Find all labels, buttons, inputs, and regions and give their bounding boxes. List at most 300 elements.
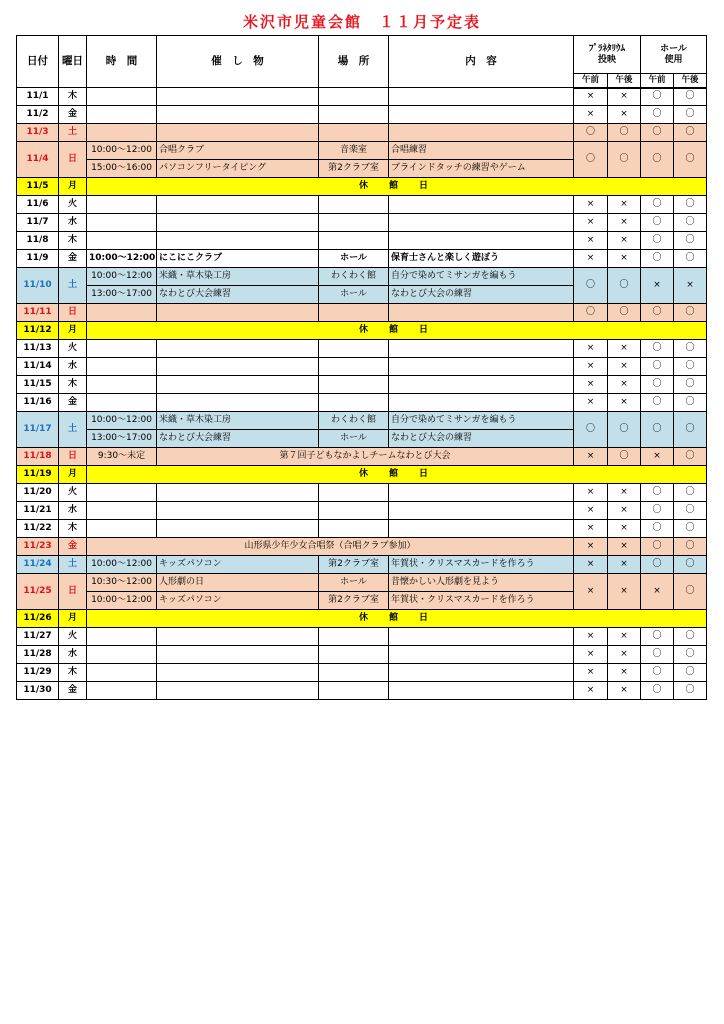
planetarium-pm-mark: × — [608, 394, 641, 412]
hall-am-mark: 〇 — [641, 412, 674, 448]
day-cell: 日 — [59, 142, 87, 178]
planetarium-pm-mark: × — [608, 340, 641, 358]
time-cell — [87, 340, 157, 358]
place-cell — [319, 196, 389, 214]
date-cell: 11/26 — [17, 610, 59, 628]
content-cell — [389, 124, 574, 142]
time-cell: 15:00～16:00 — [87, 160, 157, 178]
date-cell: 11/11 — [17, 304, 59, 322]
day-cell: 金 — [59, 250, 87, 268]
time-cell: 10:00～12:00 — [87, 250, 157, 268]
place-cell: ホール — [319, 250, 389, 268]
place-cell — [319, 304, 389, 322]
place-cell — [319, 340, 389, 358]
place-cell — [319, 358, 389, 376]
header-hall — [641, 36, 707, 74]
date-cell: 11/1 — [17, 88, 59, 106]
event-cell — [157, 502, 319, 520]
hall-pm-mark: 〇 — [674, 196, 707, 214]
hall-pm-mark: × — [674, 268, 707, 304]
date-cell: 11/28 — [17, 646, 59, 664]
header-hall-label: ホール — [660, 43, 687, 54]
time-cell: 10:30～12:00 — [87, 574, 157, 592]
planetarium-am-mark: 〇 — [574, 304, 608, 322]
header-hall-pm: 午後 — [674, 74, 707, 88]
day-cell: 土 — [59, 556, 87, 574]
day-cell: 日 — [59, 574, 87, 610]
hall-pm-mark: 〇 — [674, 574, 707, 610]
time-cell: 10:00～12:00 — [87, 592, 157, 610]
day-cell: 水 — [59, 358, 87, 376]
date-cell: 11/3 — [17, 124, 59, 142]
event-cell: 合唱クラブ — [157, 142, 319, 160]
event-cell — [157, 88, 319, 106]
time-cell — [87, 124, 157, 142]
event-cell — [157, 628, 319, 646]
date-cell: 11/10 — [17, 268, 59, 304]
hall-am-mark: × — [641, 574, 674, 610]
table-row — [17, 178, 707, 196]
day-cell: 月 — [59, 322, 87, 340]
planetarium-pm-mark: 〇 — [608, 124, 641, 142]
date-cell: 11/6 — [17, 196, 59, 214]
planetarium-pm-mark: × — [608, 538, 641, 556]
closed-label: 休 館 日 — [87, 178, 707, 196]
planetarium-pm-mark: × — [608, 646, 641, 664]
date-cell: 11/30 — [17, 682, 59, 700]
event-cell: 米織・草木染工房 — [157, 412, 319, 430]
event-cell — [157, 340, 319, 358]
date-cell: 11/21 — [17, 502, 59, 520]
table-row — [17, 484, 707, 502]
day-cell: 木 — [59, 520, 87, 538]
hall-am-mark: × — [641, 448, 674, 466]
planetarium-am-mark: × — [574, 682, 608, 700]
planetarium-am-mark: × — [574, 664, 608, 682]
place-cell: 音楽室 — [319, 142, 389, 160]
day-cell: 火 — [59, 196, 87, 214]
table-row — [17, 214, 707, 232]
event-cell: にこにこクラブ — [157, 250, 319, 268]
date-cell: 11/2 — [17, 106, 59, 124]
header-time: 時 間 — [87, 36, 157, 88]
place-cell — [319, 106, 389, 124]
date-cell: 11/7 — [17, 214, 59, 232]
header-planetarium-pm: 午後 — [608, 74, 641, 88]
hall-am-mark: 〇 — [641, 520, 674, 538]
planetarium-pm-mark: 〇 — [608, 268, 641, 304]
table-row — [17, 304, 707, 322]
time-cell — [87, 682, 157, 700]
table-row — [17, 610, 707, 628]
content-cell: 自分で染めてミサンガを編もう — [389, 268, 574, 286]
place-cell: 第2クラブ室 — [319, 592, 389, 610]
table-row — [17, 322, 707, 340]
day-cell: 月 — [59, 610, 87, 628]
table-row — [17, 538, 707, 556]
planetarium-pm-mark: 〇 — [608, 448, 641, 466]
hall-am-mark: 〇 — [641, 250, 674, 268]
hall-am-mark: 〇 — [641, 664, 674, 682]
place-cell — [319, 682, 389, 700]
hall-am-mark: 〇 — [641, 196, 674, 214]
content-cell — [389, 628, 574, 646]
planetarium-am-mark: × — [574, 484, 608, 502]
date-cell: 11/4 — [17, 142, 59, 178]
planetarium-am-mark: × — [574, 340, 608, 358]
hall-am-mark: 〇 — [641, 124, 674, 142]
planetarium-am-mark: × — [574, 196, 608, 214]
time-cell: 10:00～12:00 — [87, 142, 157, 160]
content-cell: 年賀状・クリスマスカードを作ろう — [389, 556, 574, 574]
time-cell — [87, 628, 157, 646]
event-cell — [157, 196, 319, 214]
table-row — [17, 394, 707, 412]
closed-label: 休 館 日 — [87, 466, 707, 484]
content-cell — [389, 502, 574, 520]
table-row — [17, 646, 707, 664]
hall-am-mark: 〇 — [641, 340, 674, 358]
event-cell — [157, 484, 319, 502]
day-cell: 土 — [59, 124, 87, 142]
time-cell — [87, 304, 157, 322]
table-row — [17, 556, 707, 574]
time-cell: 13:00～17:00 — [87, 286, 157, 304]
content-cell: 年賀状・クリスマスカードを作ろう — [389, 592, 574, 610]
event-cell — [157, 394, 319, 412]
header-date: 日付 — [17, 36, 59, 88]
hall-am-mark: 〇 — [641, 142, 674, 178]
hall-pm-mark: 〇 — [674, 520, 707, 538]
place-cell — [319, 232, 389, 250]
header-planetarium-label: ﾌﾟﾗﾈﾀﾘｳﾑ — [589, 43, 626, 54]
closed-label: 休 館 日 — [87, 610, 707, 628]
time-cell — [87, 502, 157, 520]
hall-pm-mark: 〇 — [674, 646, 707, 664]
day-cell: 日 — [59, 304, 87, 322]
header-place: 場 所 — [319, 36, 389, 88]
content-cell — [389, 304, 574, 322]
planetarium-pm-mark: × — [608, 358, 641, 376]
time-cell — [87, 520, 157, 538]
place-cell: 第2クラブ室 — [319, 556, 389, 574]
content-cell — [389, 232, 574, 250]
planetarium-am-mark: × — [574, 628, 608, 646]
event-cell — [157, 232, 319, 250]
place-cell — [319, 664, 389, 682]
planetarium-am-mark: × — [574, 88, 608, 106]
day-cell: 火 — [59, 628, 87, 646]
header-planetarium — [574, 36, 641, 74]
hall-am-mark: 〇 — [641, 304, 674, 322]
time-cell — [87, 214, 157, 232]
planetarium-am-mark: 〇 — [574, 142, 608, 178]
table-row — [17, 682, 707, 700]
planetarium-am-mark: 〇 — [574, 124, 608, 142]
hall-am-mark: 〇 — [641, 394, 674, 412]
planetarium-pm-mark: × — [608, 232, 641, 250]
time-cell: 10:00～12:00 — [87, 412, 157, 430]
hall-am-mark: 〇 — [641, 538, 674, 556]
day-cell: 火 — [59, 484, 87, 502]
day-cell: 金 — [59, 394, 87, 412]
event-cell — [157, 376, 319, 394]
hall-pm-mark: 〇 — [674, 682, 707, 700]
event-cell: なわとび大会練習 — [157, 430, 319, 448]
planetarium-pm-mark: 〇 — [608, 142, 641, 178]
event-cell — [157, 664, 319, 682]
place-cell — [319, 502, 389, 520]
date-cell: 11/9 — [17, 250, 59, 268]
hall-am-mark: 〇 — [641, 358, 674, 376]
hall-pm-mark: 〇 — [674, 88, 707, 106]
date-cell: 11/27 — [17, 628, 59, 646]
table-row — [17, 196, 707, 214]
date-cell: 11/13 — [17, 340, 59, 358]
place-cell — [319, 214, 389, 232]
hall-pm-mark: 〇 — [674, 106, 707, 124]
hall-pm-mark: 〇 — [674, 412, 707, 448]
date-cell: 11/12 — [17, 322, 59, 340]
header-hall-am: 午前 — [641, 74, 674, 88]
day-cell: 月 — [59, 466, 87, 484]
time-cell — [87, 664, 157, 682]
date-cell: 11/24 — [17, 556, 59, 574]
place-cell: 第2クラブ室 — [319, 160, 389, 178]
header-planetarium-am: 午前 — [574, 74, 608, 88]
event-cell — [157, 682, 319, 700]
planetarium-am-mark: × — [574, 448, 608, 466]
planetarium-pm-mark: × — [608, 106, 641, 124]
time-cell — [87, 88, 157, 106]
table-row — [17, 502, 707, 520]
event-cell — [157, 124, 319, 142]
content-cell: 合唱練習 — [389, 142, 574, 160]
place-cell: わくわく館 — [319, 412, 389, 430]
day-cell: 水 — [59, 646, 87, 664]
content-cell: ブラインドタッチの練習やゲーム — [389, 160, 574, 178]
content-cell: 自分で染めてミサンガを編もう — [389, 412, 574, 430]
date-cell: 11/14 — [17, 358, 59, 376]
content-cell: なわとび大会の練習 — [389, 430, 574, 448]
schedule-table — [16, 35, 707, 700]
header-event: 催 し 物 — [157, 36, 319, 88]
hall-pm-mark: 〇 — [674, 142, 707, 178]
day-cell: 月 — [59, 178, 87, 196]
content-cell — [389, 646, 574, 664]
date-cell: 11/18 — [17, 448, 59, 466]
event-cell — [157, 214, 319, 232]
content-cell — [389, 340, 574, 358]
date-cell: 11/23 — [17, 538, 59, 556]
place-cell: わくわく館 — [319, 268, 389, 286]
planetarium-pm-mark: × — [608, 664, 641, 682]
planetarium-am-mark: × — [574, 250, 608, 268]
event-cell — [157, 106, 319, 124]
hall-am-mark: 〇 — [641, 484, 674, 502]
hall-pm-mark: 〇 — [674, 502, 707, 520]
day-cell: 土 — [59, 268, 87, 304]
content-cell — [389, 376, 574, 394]
date-cell: 11/29 — [17, 664, 59, 682]
planetarium-am-mark: × — [574, 376, 608, 394]
table-row — [17, 520, 707, 538]
place-cell — [319, 484, 389, 502]
planetarium-am-mark: × — [574, 394, 608, 412]
place-cell — [319, 88, 389, 106]
table-row — [17, 232, 707, 250]
content-cell — [389, 106, 574, 124]
table-header — [17, 36, 707, 88]
date-cell: 11/19 — [17, 466, 59, 484]
day-cell: 土 — [59, 412, 87, 448]
hall-am-mark: × — [641, 268, 674, 304]
planetarium-am-mark: × — [574, 646, 608, 664]
time-cell: 9:30～未定 — [87, 448, 157, 466]
planetarium-pm-mark: 〇 — [608, 412, 641, 448]
time-cell — [87, 394, 157, 412]
hall-am-mark: 〇 — [641, 376, 674, 394]
hall-pm-mark: 〇 — [674, 250, 707, 268]
time-cell — [87, 646, 157, 664]
event-cell: キッズパソコン — [157, 556, 319, 574]
table-row — [17, 88, 707, 106]
content-cell: なわとび大会の練習 — [389, 286, 574, 304]
header-hall-sub: 使用 — [664, 54, 683, 65]
planetarium-pm-mark: 〇 — [608, 304, 641, 322]
header-planetarium-sub: 投映 — [598, 54, 617, 65]
hall-pm-mark: 〇 — [674, 556, 707, 574]
event-span: 第７回子どもなかよしチームなわとび大会 — [157, 448, 574, 466]
day-cell: 金 — [59, 682, 87, 700]
closed-label: 休 館 日 — [87, 322, 707, 340]
table-row — [17, 124, 707, 142]
planetarium-pm-mark: × — [608, 214, 641, 232]
place-cell — [319, 646, 389, 664]
planetarium-pm-mark: × — [608, 88, 641, 106]
planetarium-am-mark: 〇 — [574, 412, 608, 448]
content-cell — [389, 682, 574, 700]
date-cell: 11/20 — [17, 484, 59, 502]
hall-pm-mark: 〇 — [674, 538, 707, 556]
planetarium-pm-mark: × — [608, 502, 641, 520]
planetarium-am-mark: × — [574, 106, 608, 124]
day-cell: 金 — [59, 538, 87, 556]
planetarium-am-mark: × — [574, 232, 608, 250]
day-cell: 火 — [59, 340, 87, 358]
table-row — [17, 268, 707, 286]
hall-am-mark: 〇 — [641, 214, 674, 232]
table-row — [17, 376, 707, 394]
planetarium-pm-mark: × — [608, 682, 641, 700]
time-cell: 10:00～12:00 — [87, 268, 157, 286]
hall-pm-mark: 〇 — [674, 304, 707, 322]
planetarium-am-mark: × — [574, 358, 608, 376]
day-cell: 日 — [59, 448, 87, 466]
day-cell: 水 — [59, 214, 87, 232]
table-body — [17, 88, 707, 700]
hall-pm-mark: 〇 — [674, 358, 707, 376]
planetarium-pm-mark: × — [608, 376, 641, 394]
day-cell: 木 — [59, 232, 87, 250]
content-cell — [389, 358, 574, 376]
event-cell: パソコンフリータイピング — [157, 160, 319, 178]
planetarium-pm-mark: × — [608, 520, 641, 538]
table-row — [17, 142, 707, 160]
time-cell — [87, 484, 157, 502]
event-cell — [157, 520, 319, 538]
content-cell: 昔懐かしい人形劇を見よう — [389, 574, 574, 592]
hall-am-mark: 〇 — [641, 88, 674, 106]
place-cell: ホール — [319, 286, 389, 304]
hall-am-mark: 〇 — [641, 232, 674, 250]
hall-pm-mark: 〇 — [674, 214, 707, 232]
event-cell — [157, 646, 319, 664]
planetarium-pm-mark: × — [608, 574, 641, 610]
hall-am-mark: 〇 — [641, 628, 674, 646]
time-cell — [87, 106, 157, 124]
planetarium-am-mark: 〇 — [574, 268, 608, 304]
table-row — [17, 448, 707, 466]
event-cell: 人形劇の日 — [157, 574, 319, 592]
hall-am-mark: 〇 — [641, 106, 674, 124]
hall-pm-mark: 〇 — [674, 340, 707, 358]
content-cell: 保育士さんと楽しく遊ぼう — [389, 250, 574, 268]
time-cell — [87, 376, 157, 394]
date-cell: 11/17 — [17, 412, 59, 448]
table-row — [17, 340, 707, 358]
planetarium-pm-mark: × — [608, 556, 641, 574]
event-span: 山形県少年少女合唱祭（合唱クラブ参加） — [87, 538, 574, 556]
table-row — [17, 664, 707, 682]
day-cell: 木 — [59, 88, 87, 106]
day-cell: 木 — [59, 376, 87, 394]
planetarium-pm-mark: × — [608, 628, 641, 646]
hall-am-mark: 〇 — [641, 502, 674, 520]
hall-pm-mark: 〇 — [674, 664, 707, 682]
planetarium-pm-mark: × — [608, 250, 641, 268]
event-cell: なわとび大会練習 — [157, 286, 319, 304]
place-cell — [319, 628, 389, 646]
planetarium-pm-mark: × — [608, 196, 641, 214]
planetarium-am-mark: × — [574, 574, 608, 610]
table-row — [17, 358, 707, 376]
planetarium-pm-mark: × — [608, 484, 641, 502]
hall-pm-mark: 〇 — [674, 628, 707, 646]
hall-am-mark: 〇 — [641, 646, 674, 664]
table-row — [17, 628, 707, 646]
table-row — [17, 574, 707, 592]
event-cell — [157, 358, 319, 376]
hall-pm-mark: 〇 — [674, 394, 707, 412]
hall-pm-mark: 〇 — [674, 484, 707, 502]
planetarium-am-mark: × — [574, 538, 608, 556]
place-cell: ホール — [319, 574, 389, 592]
date-cell: 11/8 — [17, 232, 59, 250]
place-cell — [319, 124, 389, 142]
content-cell — [389, 88, 574, 106]
hall-am-mark: 〇 — [641, 682, 674, 700]
day-cell: 水 — [59, 502, 87, 520]
content-cell — [389, 214, 574, 232]
content-cell — [389, 484, 574, 502]
header-day: 曜日 — [59, 36, 87, 88]
time-cell: 10:00～12:00 — [87, 556, 157, 574]
table-row — [17, 412, 707, 430]
content-cell — [389, 520, 574, 538]
day-cell: 金 — [59, 106, 87, 124]
content-cell — [389, 196, 574, 214]
